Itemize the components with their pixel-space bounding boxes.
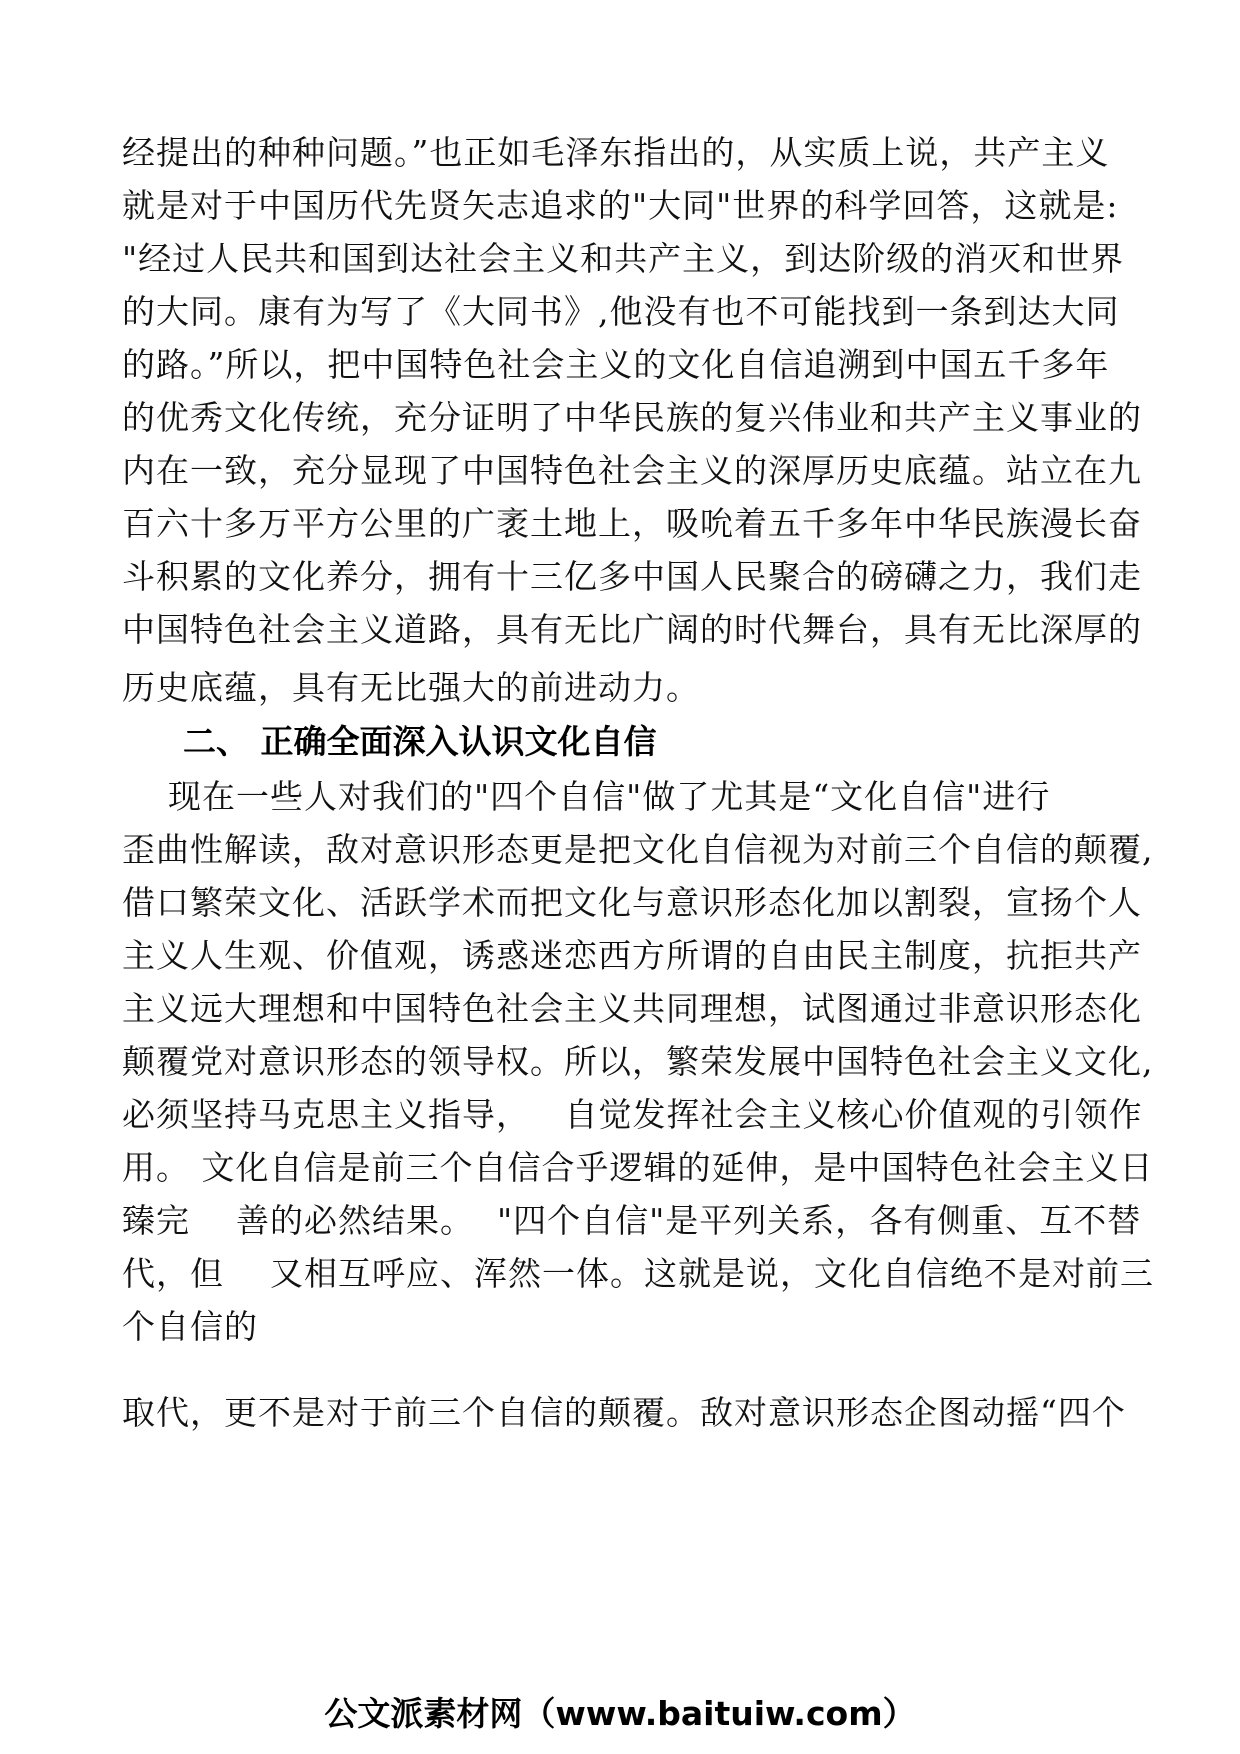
section-heading: 二、 正确全面深入认识文化自信 [183,722,657,761]
paragraph-line: 代，但 又相互呼应、浑然一体。这就是说，文化自信绝不是对前三 [122,1254,1154,1293]
paragraph-line: 主义人生观、价值观，诱惑迷恋西方所谓的自由民主制度，抗拒共产 [122,936,1142,975]
paragraph-line: 的优秀文化传统，充分证明了中华民族的复兴伟业和共产主义事业的 [122,398,1142,437]
paragraph-line: "经过人民共和国到达社会主义和共产主义，到达阶级的消灭和世界 [122,239,1125,278]
paragraph-line: 借口繁荣文化、活跃学术而把文化与意识形态化加以割裂，宣扬个人 [122,883,1142,922]
paragraph-line: 必须坚持马克思主义指导， 自觉发挥社会主义核心价值观的引领作 [122,1095,1143,1134]
paragraph-line: 臻完 善的必然结果。 "四个自信"是平列关系，各有侧重、互不替 [122,1201,1142,1240]
paragraph-line: 的大同。康有为写了《大同书》,他没有也不可能找到一条到达大同 [122,292,1120,331]
paragraph-line: 主义远大理想和中国特色社会主义共同理想，试图通过非意识形态化 [122,989,1142,1028]
paragraph-line: 经提出的种种问题。”也正如毛泽东指出的，从实质上说，共产主义 [122,133,1110,172]
paragraph-line: 取代，更不是对于前三个自信的颠覆。敌对意识形态企图动摇“四个 [122,1393,1126,1432]
paragraph-line: 就是对于中国历代先贤矢志追求的"大同"世界的科学回答，这就是: [122,186,1119,225]
footer-watermark: 公文派素材网（www.baituiw.com） [324,1694,916,1733]
paragraph-line: 的路。”所以，把中国特色社会主义的文化自信追溯到中国五千多年 [122,345,1110,384]
paragraph-line: 历史底蕴，具有无比强大的前进动力。 [122,668,700,707]
paragraph-line: 用。 文化自信是前三个自信合乎逻辑的延伸，是中国特色社会主义日 [122,1148,1154,1187]
paragraph-line: 中国特色社会主义道路，具有无比广阔的时代舞台，具有无比深厚的 [122,610,1142,649]
paragraph-line: 个自信的 [122,1307,258,1346]
paragraph-line: 颠覆党对意识形态的领导权。所以，繁荣发展中国特色社会主义文化, [122,1042,1154,1081]
paragraph-line: 内在一致，充分显现了中国特色社会主义的深厚历史底蕴。站立在九 [122,451,1142,490]
paragraph-line: 歪曲性解读，敌对意识形态更是把文化自信视为对前三个自信的颠覆, [122,830,1154,869]
paragraph-line: 现在一些人对我们的"四个自信"做了尤其是“文化自信"进行 [122,777,1051,816]
paragraph-line: 百六十多万平方公里的广袤土地上，吸吮着五千多年中华民族漫长奋 [122,504,1142,543]
paragraph-line: 斗积累的文化养分，拥有十三亿多中国人民聚合的磅礴之力，我们走 [122,557,1142,596]
